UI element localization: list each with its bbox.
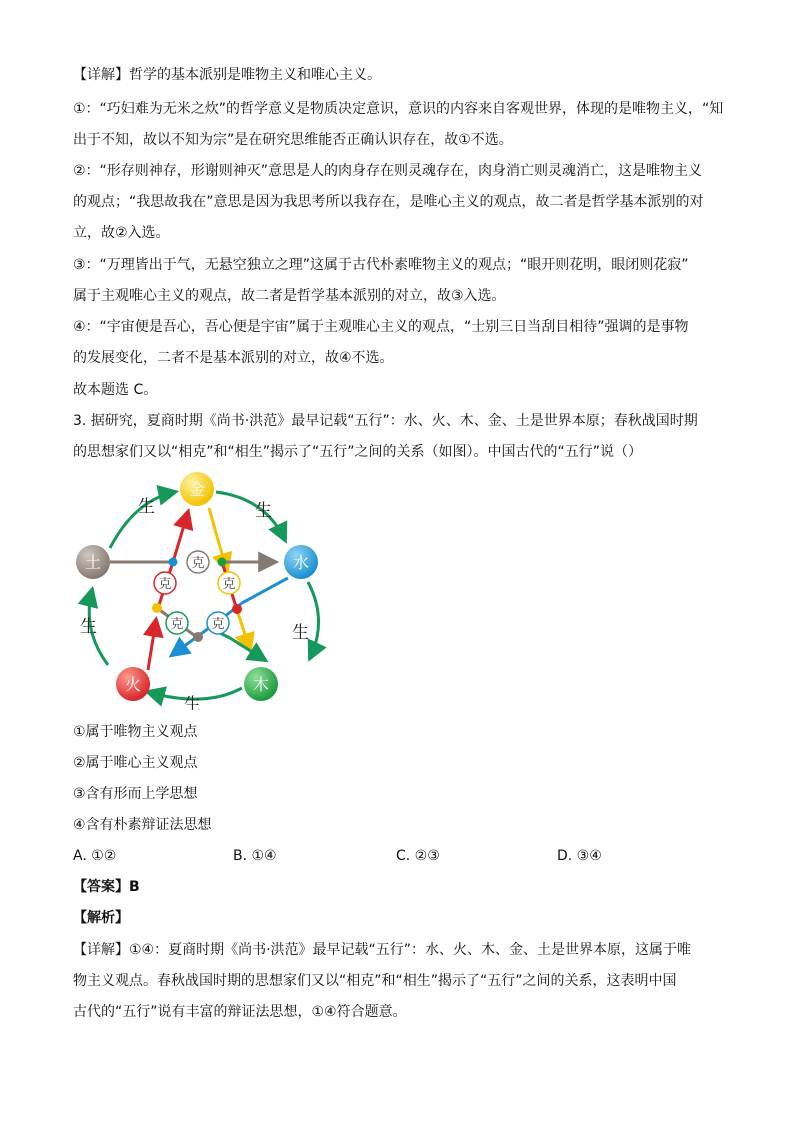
overcome-label-circle (166, 612, 188, 634)
detail-line: 【详解】①④：夏商时期《尚书·洪范》最早记载“五行”：水、火、木、金、土是世界本原，这属于唯 (73, 942, 692, 958)
overcome-label-circle (154, 572, 176, 594)
overcome-label: 克 (191, 556, 205, 571)
question-stem-line: 3. 据研究，夏商时期《尚书·洪范》最早记载“五行”：水、火、木、金、土是世界本原；春秋战国时期 (73, 413, 698, 429)
element-node-metal (180, 472, 214, 506)
analysis-heading: 【解析】 (73, 910, 129, 926)
statement-item: ②属于唯心主义观点 (73, 755, 198, 771)
statement-item: ④含有朴素辩证法思想 (73, 817, 212, 833)
paragraph-line: ③：“万理皆出于气，无悬空独立之理”这属于古代朴素唯物主义的观点；“眼开则花明，眼闭则花寂” (73, 257, 689, 273)
option-b[interactable]: B. ①④ (233, 848, 277, 864)
detail-line: 古代的“五行”说有丰富的辩证法思想，①④符合题意。 (73, 1004, 407, 1020)
paragraph-line: 的发展变化，二者不是基本派别的对立，故④不选。 (73, 350, 394, 366)
element-label-earth: 土 (84, 553, 102, 572)
element-node-fire (116, 667, 150, 701)
paragraph-line: 属于主观唯心主义的观点，故二者是哲学基本派别的对立，故③入选。 (73, 288, 506, 304)
detail-line: 物主义观点。春秋战国时期的思想家们又以“相克”和“相生”揭示了“五行”之间的关系，这表明中国 (73, 973, 677, 989)
generate-label: 生 (255, 501, 272, 521)
overcome-label-circle (187, 551, 209, 573)
statement-item: ①属于唯物主义观点 (73, 724, 198, 740)
paragraph-line: ①：“巧妇难为无米之炊”的哲学意义是物质决定意识，意识的内容来自客观世界，体现的是唯物主义，“知 (73, 101, 724, 117)
generate-cycle (89, 492, 318, 699)
junction-dot (152, 603, 162, 613)
paragraph-line: ②：“形存则神存，形谢则神灭”意思是人的肉身存在则灵魂存在，肉身消亡则灵魂消亡，这是唯物主义 (73, 163, 703, 179)
statement-item: ③含有形而上学思想 (73, 786, 198, 802)
paragraph-line: ④：“宇宙便是吾心，吾心便是宇宙”属于主观唯心主义的观点，“士别三日当刮目相待”强调的是事物 (73, 319, 689, 335)
generate-label: 生 (138, 497, 155, 517)
answer-line: 【答案】B (73, 879, 140, 895)
overcome-label: 克 (158, 577, 172, 592)
option-d[interactable]: D. ③④ (557, 848, 602, 864)
overcome-label-circle (218, 572, 240, 594)
overcome-label: 克 (211, 617, 225, 632)
five-elements-diagram (70, 470, 330, 710)
paragraph-line: 出于不知，故以不知为宗”是在研究思维能否正确认识存在，故①不选。 (73, 132, 513, 148)
element-label-fire: 火 (124, 675, 142, 694)
overcome-label: 克 (170, 617, 184, 632)
overcome-label-circle (207, 612, 229, 634)
overcome-star (110, 508, 288, 670)
overcome-label: 克 (222, 577, 236, 592)
junction-dot (232, 604, 242, 614)
generate-label: 生 (292, 623, 309, 643)
junction-dot (218, 558, 227, 567)
element-label-wood: 木 (252, 675, 270, 694)
element-node-water (284, 545, 318, 579)
element-node-earth (76, 545, 110, 579)
option-a[interactable]: A. ①② (73, 848, 117, 864)
element-label-water: 水 (292, 553, 310, 572)
generate-label: 生 (80, 617, 97, 637)
element-label-metal: 金 (188, 480, 206, 499)
generate-label: 生 (184, 695, 201, 710)
element-node-wood (244, 667, 278, 701)
junction-dot (193, 632, 203, 642)
question-stem-line: 的思想家们又以“相克”和“相生”揭示了“五行”之间的关系（如图）。中国古代的“五行”说（） (73, 444, 643, 460)
paragraph-line: 【详解】哲学的基本派别是唯物主义和唯心主义。 (73, 67, 381, 83)
junction-dot (169, 558, 178, 567)
paragraph-line: 的观点；“我思故我在”意思是因为我思考所以我存在，是唯心主义的观点，故二者是哲学基本派别的对 (73, 194, 704, 210)
option-c[interactable]: C. ②③ (396, 848, 440, 864)
paragraph-line: 立，故②入选。 (73, 225, 170, 241)
paragraph-line: 故本题选 C。 (73, 382, 158, 398)
